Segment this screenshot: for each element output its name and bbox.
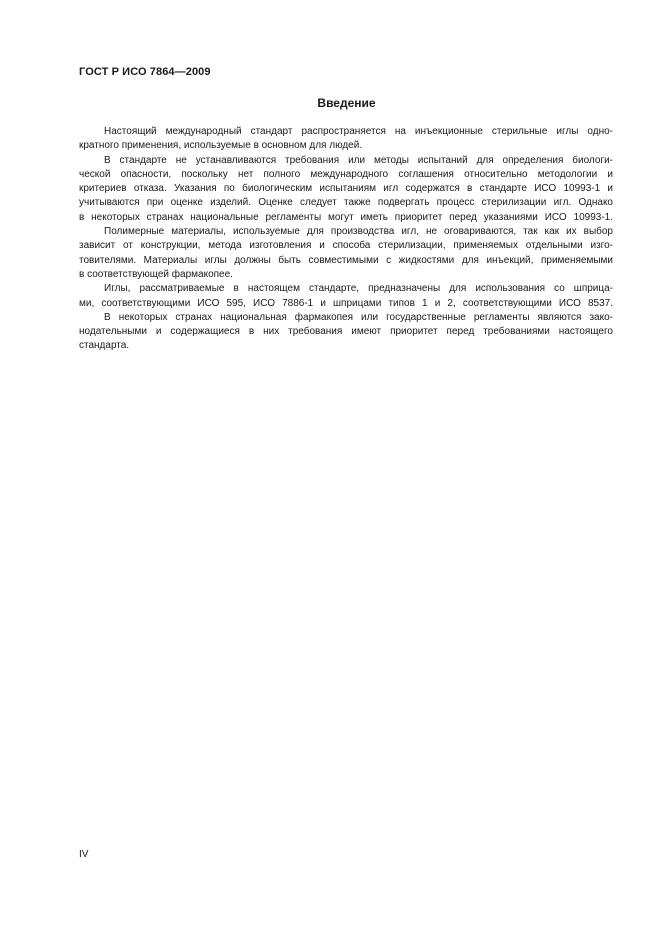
introduction-text [79,125,613,354]
paragraph-line: В некоторых странах национальная фармакопея или государственные регламенты являются зако- [104,311,613,323]
section-title: Введение [317,96,376,110]
paragraph-line: ческой опасности, поскольку нет полного международного соглашения относительно методологии и [79,168,613,180]
document-code-header: ГОСТ Р ИСО 7864—2009 [79,66,211,78]
paragraph-line: учитываются при оценке изделий. Оценке следует также подвергать процесс стерилизации игл. Однако [79,197,613,209]
paragraph-line: нодательными и содержащиеся в них требования имеют приоритет перед требованиями настоящего [79,326,613,338]
paragraph-line: Иглы, рассматриваемые в настоящем стандарте, предназначены для использования со шприца- [104,283,613,295]
paragraph-line: зависит от конструкции, метода изготовления и способа стерилизации, применяемых отдельными изго- [79,240,613,252]
paragraph-line: в соответствующей фармакопее. [79,268,233,280]
paragraph-line: Настоящий международный стандарт распространяется на инъекционные стерильные иглы одно- [104,126,613,137]
paragraph-line: стандарта. [79,340,130,352]
paragraph-line: критериев отказа. Указания по биологическим испытаниям игл содержатся в стандарте ИСО 10993-1 и [79,183,613,195]
paragraph-line: в некоторых странах национальные регламенты могут иметь приоритет перед указаниями ИСО 10993-1. [79,211,613,223]
paragraph-line: товителями. Материалы иглы должны быть совместимыми с жидкостями для инъекций, применяемыми [79,254,613,266]
paragraph-line: Полимерные материалы, используемые для производства игл, не оговариваются, так как их выбор [104,226,613,238]
page-number: IV [79,849,89,860]
paragraph-line: ми, соответствующими ИСО 595, ИСО 7886-1 и шприцами типов 1 и 2, соответствующими ИСО 8537. [79,297,613,309]
paragraph-line: В стандарте не устанавливаются требования или методы испытаний для определения биологи- [104,154,613,166]
paragraph-line: кратного применения, используемые в основном для людей. [79,140,363,152]
